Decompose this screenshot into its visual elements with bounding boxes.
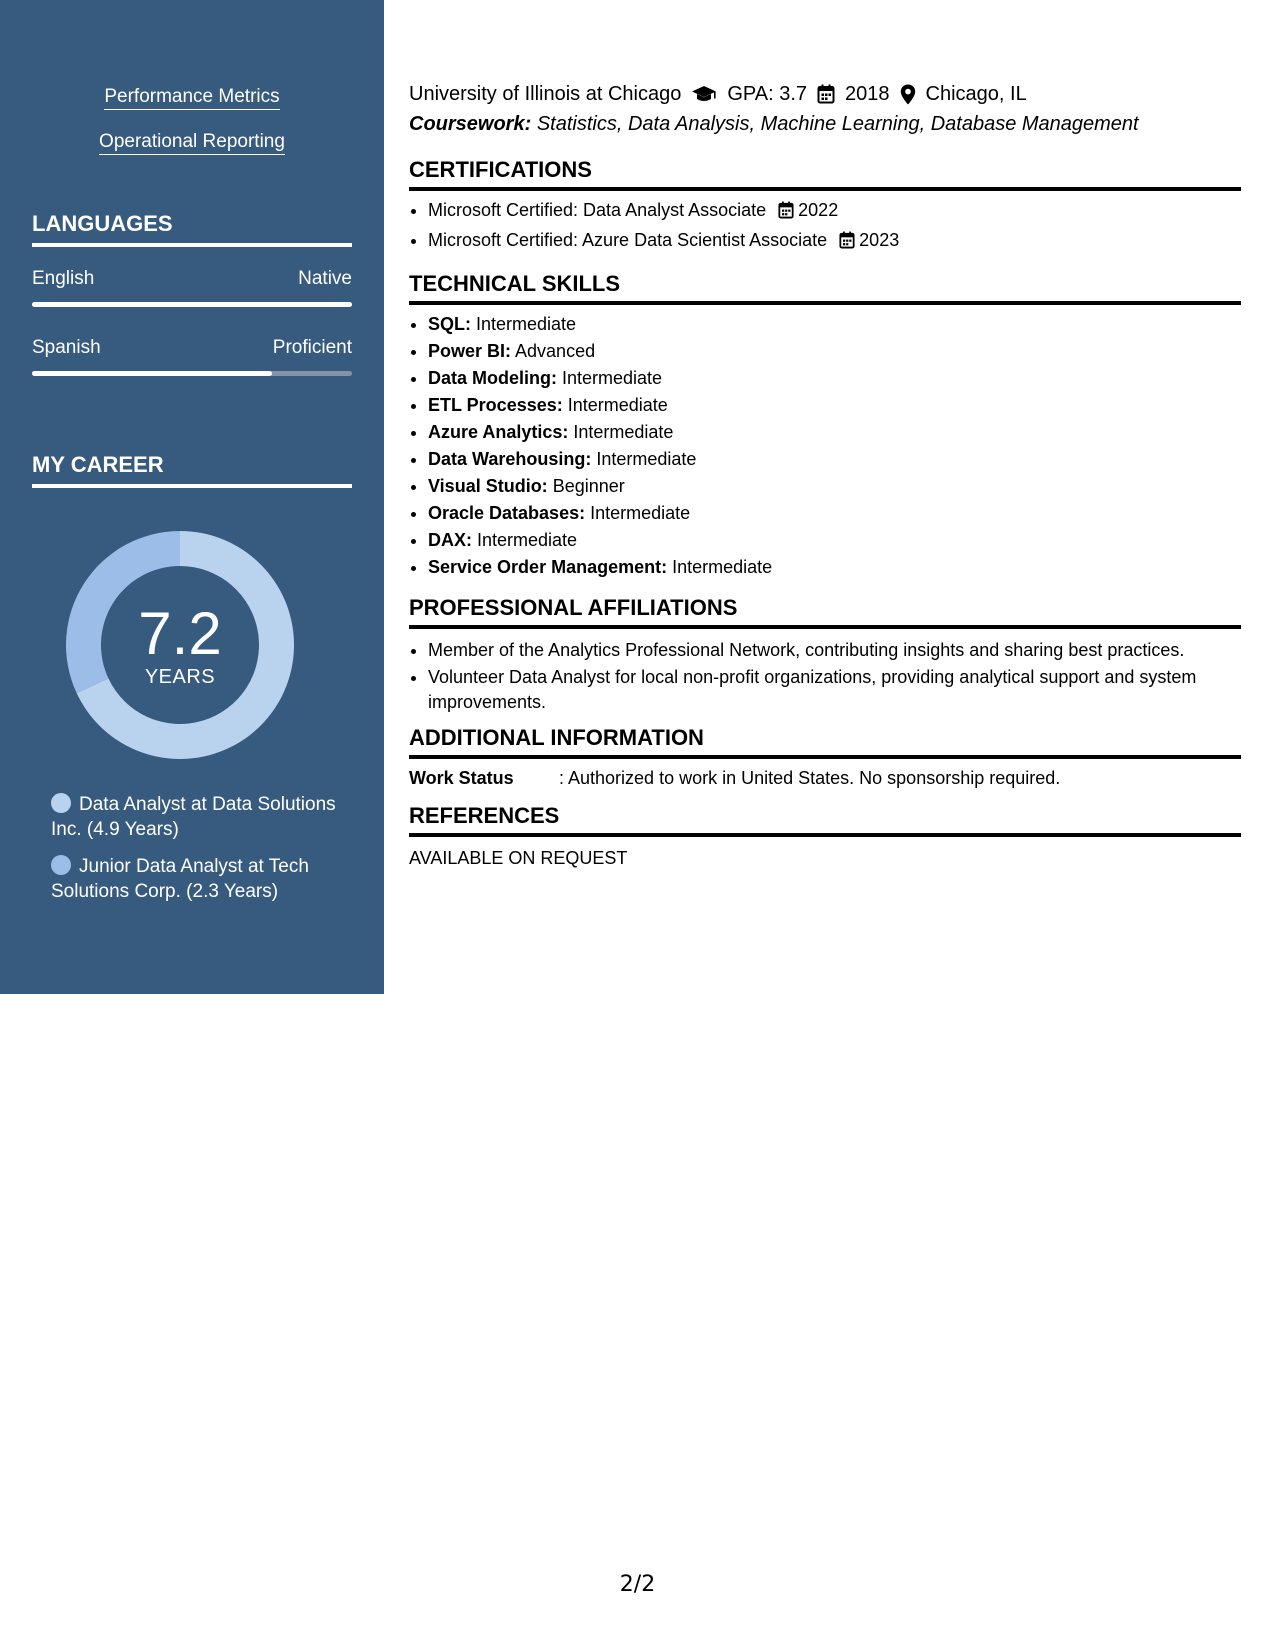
- list-item: • Member of the Analytics Professional Network, contributing insights and sharing best practices.: [428, 638, 1241, 663]
- list-item: [428, 311, 1241, 338]
- certification-year: 2023: [859, 230, 900, 250]
- languages-heading: LANGUAGES: [32, 211, 352, 247]
- list-item: [428, 446, 1241, 473]
- coursework-label: Coursework:: [409, 113, 532, 135]
- work-status-value: : Authorized to work in United States. No sponsorship required.: [559, 768, 1061, 788]
- skills-list: [409, 311, 1241, 581]
- language-name: Spanish: [32, 337, 101, 358]
- additional-info-heading: ADDITIONAL INFORMATION: [409, 725, 1241, 759]
- education-line: [409, 80, 1241, 108]
- link-operational-reporting[interactable]: Operational Reporting: [99, 131, 285, 155]
- legend-dot-icon: [51, 793, 71, 813]
- skill-name: Data Modeling:: [428, 368, 557, 388]
- language-bar-fill: [32, 371, 272, 376]
- references-heading: REFERENCES: [409, 803, 1241, 837]
- skill-level: Intermediate: [562, 368, 663, 388]
- sidebar: [0, 0, 384, 994]
- skill-level: Intermediate: [476, 314, 577, 334]
- language-name: English: [32, 268, 95, 289]
- skill-name: ETL Processes:: [428, 395, 563, 415]
- affiliations-list: [409, 638, 1241, 715]
- list-item: [428, 365, 1241, 392]
- skill-name: Data Warehousing:: [428, 449, 592, 469]
- graduation-year: 2018: [845, 83, 890, 105]
- list-item: [428, 500, 1241, 527]
- certification-name: Microsoft Certified: Azure Data Scientist Associate: [428, 230, 828, 250]
- skill-name: Power BI:: [428, 341, 512, 361]
- list-item: [428, 554, 1241, 581]
- location-pin-icon: [900, 84, 916, 105]
- list-item: [428, 392, 1241, 419]
- career-total-unit: YEARS: [144, 666, 216, 688]
- language-level: Proficient: [272, 337, 352, 358]
- page-number: 2/2: [619, 1572, 656, 1597]
- list-item: [428, 419, 1241, 446]
- skill-name: DAX:: [428, 530, 472, 550]
- link-performance-metrics[interactable]: Performance Metrics: [104, 86, 279, 110]
- graduation-cap-icon: [691, 84, 717, 104]
- language-bar: [32, 302, 352, 307]
- language-level: Native: [298, 268, 352, 289]
- certifications-list: [409, 197, 1241, 257]
- work-status: [409, 765, 1241, 791]
- list-item: [428, 197, 1241, 227]
- certifications-heading: CERTIFICATIONS: [409, 157, 1241, 191]
- language-bar: [32, 371, 352, 376]
- language-english: [32, 268, 352, 307]
- career-heading: MY CAREER: [32, 452, 352, 488]
- language-spanish: [32, 337, 352, 376]
- skill-level: Intermediate: [573, 422, 674, 442]
- references-text: AVAILABLE ON REQUEST: [409, 848, 628, 868]
- coursework: [409, 111, 1241, 137]
- skill-level: Intermediate: [477, 530, 578, 550]
- affiliations-heading: PROFESSIONAL AFFILIATIONS: [409, 595, 1241, 629]
- legend-dot-icon: [51, 855, 71, 875]
- skill-level: Intermediate: [596, 449, 697, 469]
- list-item: [428, 473, 1241, 500]
- career-donut-chart: [66, 531, 294, 759]
- language-bar-fill: [32, 302, 352, 307]
- skill-level: Intermediate: [567, 395, 668, 415]
- work-status-label: Work Status: [409, 768, 514, 788]
- career-legend: [51, 792, 351, 916]
- calendar-icon: [817, 84, 835, 104]
- skill-level: Advanced: [515, 341, 596, 361]
- career-legend-item: [51, 854, 351, 904]
- list-item: [428, 227, 1241, 257]
- technical-skills-heading: TECHNICAL SKILLS: [409, 271, 1241, 305]
- calendar-icon: [839, 230, 855, 257]
- skill-name: SQL:: [428, 314, 471, 334]
- skill-level: Intermediate: [672, 557, 773, 577]
- skill-name: Service Order Management:: [428, 557, 668, 577]
- sidebar-links: [0, 86, 384, 176]
- career-legend-item: [51, 792, 351, 842]
- skill-name: Visual Studio:: [428, 476, 548, 496]
- certification-name: Microsoft Certified: Data Analyst Associate: [428, 200, 767, 220]
- calendar-icon: [778, 200, 794, 227]
- list-item: [428, 527, 1241, 554]
- career-total-years: 7.2: [138, 600, 222, 667]
- career-legend-label: Data Analyst at Data Solutions Inc. (4.9 Years): [51, 794, 336, 840]
- skill-name: Oracle Databases:: [428, 503, 586, 523]
- skill-name: Azure Analytics:: [428, 422, 569, 442]
- gpa: GPA: 3.7: [727, 83, 808, 105]
- school-location: Chicago, IL: [925, 83, 1027, 105]
- skill-level: Intermediate: [590, 503, 691, 523]
- certification-year: 2022: [798, 200, 839, 220]
- list-item: • Volunteer Data Analyst for local non-profit organizations, providing analytical support and system improvements.: [428, 665, 1241, 715]
- school-name: University of Illinois at Chicago: [409, 83, 682, 105]
- skill-level: Beginner: [552, 476, 625, 496]
- career-legend-label: Junior Data Analyst at Tech Solutions Corp. (2.3 Years): [51, 856, 309, 902]
- main-content: [409, 80, 1241, 871]
- coursework-text: Statistics, Data Analysis, Machine Learning, Database Management: [536, 113, 1139, 135]
- list-item: [428, 338, 1241, 365]
